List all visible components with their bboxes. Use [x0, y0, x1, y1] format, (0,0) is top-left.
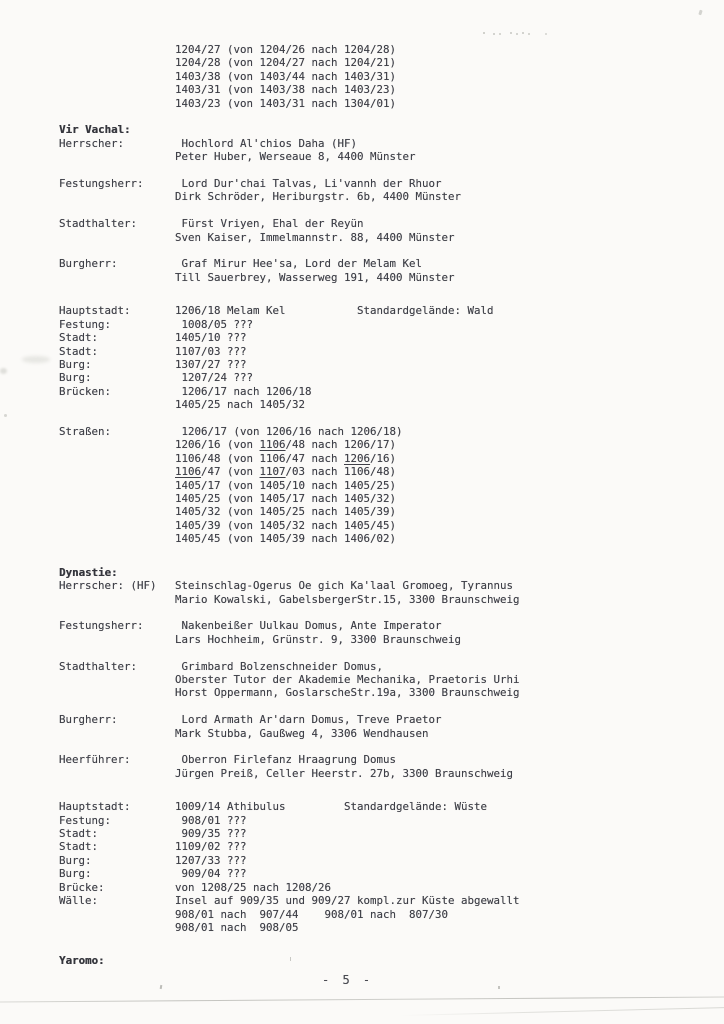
field-value: [175, 800, 487, 813]
field-row: [59, 881, 714, 894]
text-line: 1106/48 (von 1106/47 nach 1206/16): [175, 451, 397, 465]
text-line: Insel auf 909/35 und 909/27 kompl.zur Küste abgewallt: [175, 894, 520, 908]
field-value: [175, 177, 461, 204]
field-row: [59, 579, 714, 606]
text-line: 1106/47 (von 1107/03 nach 1106/48): [175, 465, 397, 479]
text-line: 908/01 ???: [175, 813, 247, 827]
text-line: 909/35 ???: [175, 827, 247, 841]
text-line: Mark Stubba, Gaußweg 4, 3306 Wendhausen: [175, 726, 429, 740]
text-line: 1009/14 Athibulus Standardgelände: Wüste: [175, 800, 488, 814]
underlined-coordinate: 1107: [259, 465, 286, 479]
text-line: 908/01 nach 908/05: [175, 920, 299, 934]
field-value: [175, 894, 520, 934]
text-line: Fürst Vriyen, Ehal der Reyün: [175, 217, 364, 231]
field-label: Burg:: [59, 371, 92, 385]
field-value: [175, 257, 455, 284]
field-label: Burg:: [59, 853, 92, 867]
field-label: Hauptstadt:: [59, 800, 131, 814]
field-label: Burgherr:: [59, 257, 118, 271]
field-row: [59, 713, 714, 740]
field-label: Stadthalter:: [59, 659, 138, 673]
text-line: 1405/25 nach 1405/32: [175, 398, 306, 412]
field-label: Straßen:: [59, 424, 112, 438]
text-line: Horst Oppermann, GoslarscheStr.19a, 3300 Braunschweig: [175, 686, 520, 700]
field-label: Stadthalter:: [59, 217, 138, 231]
text-line: 1403/23 (von 1403/31 nach 1304/01): [175, 96, 397, 110]
field-label: Hauptstadt:: [59, 304, 131, 318]
field-row: [59, 814, 714, 827]
field-label: Festungsherr:: [59, 177, 144, 191]
text-line: Jürgen Preiß, Celler Heerstr. 27b, 3300 Braunschweig: [175, 766, 514, 780]
field-label: Stadt:: [59, 344, 99, 358]
field-row: [59, 331, 714, 344]
field-value: [175, 425, 403, 546]
scan-artifact-smudge: [22, 356, 50, 363]
field-value: [175, 385, 312, 412]
field-value: [175, 43, 396, 110]
text-line: 1405/17 (von 1405/10 nach 1405/25): [175, 478, 397, 492]
field-label: Heerführer:: [59, 753, 131, 767]
field-label: Burg:: [59, 867, 92, 881]
field-value: [175, 753, 513, 780]
text-line: Mario Kowalski, GabelsbergerStr.15, 3300 Braunschweig: [175, 592, 520, 606]
text-line: Graf Mirur Hee'sa, Lord der Melam Kel: [175, 257, 423, 271]
field-label: Wälle:: [59, 894, 99, 908]
text-line: Till Sauerbrey, Wasserweg 191, 4400 Münster: [175, 270, 455, 284]
page-number: - 5 -: [322, 973, 374, 987]
field-value: [175, 358, 247, 371]
text-line: Nakenbeißer Uulkau Domus, Ante Imperator: [175, 619, 442, 633]
scan-artifact-smudge: [0, 368, 7, 374]
text-line: 1008/05 ???: [175, 317, 254, 331]
field-row: [59, 217, 714, 244]
field-label: Herrscher: (HF): [59, 579, 157, 593]
text-line: 1405/45 (von 1405/39 nach 1406/02): [175, 532, 397, 546]
scan-artifact-speck: [160, 985, 163, 989]
field-label: Herrscher:: [59, 136, 125, 150]
text-line: 1403/38 (von 1403/44 nach 1403/31): [175, 69, 397, 83]
field-label: [59, 43, 175, 56]
scan-artifact-dots: [483, 32, 485, 34]
text-line: 1307/27 ???: [175, 357, 247, 371]
field-row: [59, 753, 714, 780]
field-label: Brücke:: [59, 880, 105, 894]
text-line: 908/01 nach 907/44 908/01 nach 807/30: [175, 907, 449, 921]
text-line: 1109/02 ???: [175, 840, 247, 854]
text-line: 1206/16 (von 1106/48 nach 1206/17): [175, 438, 397, 452]
scan-artifact-diagonal-line: [400, 1007, 724, 1016]
text-line: 1206/18 Melam Kel Standardgelände: Wald: [175, 304, 494, 318]
field-value: [175, 867, 247, 880]
field-value: [175, 619, 461, 646]
field-value: [175, 371, 253, 384]
field-value: [175, 318, 253, 331]
text-line: 1403/31 (von 1403/38 nach 1403/23): [175, 83, 397, 97]
text-line: Steinschlag-Ogerus Oe gich Ka'laal Gromoeg, Tyrannus: [175, 579, 514, 593]
underlined-coordinate: 1106: [175, 465, 202, 479]
text-line: Peter Huber, Werseaue 8, 4400 Münster: [175, 150, 416, 164]
field-row: [59, 304, 714, 317]
field-value: [175, 304, 494, 317]
field-value: [175, 137, 416, 164]
field-label: Stadt:: [59, 827, 99, 841]
text-line: Dirk Schröder, Heriburgstr. 6b, 4400 Münster: [175, 190, 462, 204]
field-value: [175, 840, 247, 853]
text-line: 1206/17 (von 1206/16 nach 1206/18): [175, 424, 403, 438]
underlined-coordinate: 1206: [344, 451, 371, 465]
field-row: [59, 257, 714, 284]
field-row: [59, 43, 714, 110]
text-line: Sven Kaiser, Immelmannstr. 88, 4400 Münster: [175, 230, 455, 244]
field-row: [59, 177, 714, 204]
scan-artifact-speck: [4, 414, 7, 417]
field-row: [59, 385, 714, 412]
text-line: 1405/39 (von 1405/32 nach 1405/45): [175, 518, 397, 532]
field-row: [59, 894, 714, 934]
field-label: Stadt:: [59, 840, 99, 854]
text-line: 1405/32 (von 1405/25 nach 1405/39): [175, 505, 397, 519]
field-row: [59, 867, 714, 880]
field-row: [59, 827, 714, 840]
field-value: [175, 814, 247, 827]
text-line: 1405/10 ???: [175, 331, 247, 345]
scan-artifact-corner-mark: [698, 10, 702, 16]
scan-artifact-page-edge-line: [0, 996, 724, 1002]
text-line: 1207/24 ???: [175, 371, 254, 385]
text-line: 1204/28 (von 1204/27 nach 1204/21): [175, 56, 397, 70]
field-row: [59, 345, 714, 358]
text-line: 1207/33 ???: [175, 853, 247, 867]
section-title: Yaromo:: [59, 954, 105, 968]
field-row: [59, 137, 714, 164]
field-row: [59, 800, 714, 813]
field-row: [59, 660, 714, 700]
text-line: 1405/25 (von 1405/17 nach 1405/32): [175, 492, 397, 506]
section-title: Vir Vachal:: [59, 123, 131, 137]
scan-artifact-speck: [498, 986, 500, 989]
field-row: [59, 840, 714, 853]
field-label: Stadt:: [59, 331, 99, 345]
field-row: [59, 371, 714, 384]
text-line: Lars Hochheim, Grünstr. 9, 3300 Braunschweig: [175, 632, 462, 646]
field-label: Festungsherr:: [59, 619, 144, 633]
text-line: Oberron Firlefanz Hraagrung Domus: [175, 753, 397, 767]
field-row: [59, 619, 714, 646]
field-value: [175, 881, 331, 894]
field-label: Brücken:: [59, 384, 112, 398]
field-value: [175, 854, 247, 867]
field-row: [59, 358, 714, 371]
section-title: Dynastie:: [59, 565, 118, 579]
field-label: Festung:: [59, 317, 112, 331]
field-value: [175, 217, 455, 244]
field-row: [59, 318, 714, 331]
field-value: [175, 579, 520, 606]
text-line: Lord Dur'chai Talvas, Li'vannh der Rhuor: [175, 177, 442, 191]
field-value: [175, 331, 247, 344]
field-value: [175, 660, 520, 700]
typewritten-text: [59, 43, 714, 968]
field-row: [59, 425, 714, 546]
text-line: 1107/03 ???: [175, 344, 247, 358]
text-line: 1204/27 (von 1204/26 nach 1204/28): [175, 43, 397, 56]
text-line: Oberster Tutor der Akademie Mechanika, Praetoris Urhi: [175, 672, 520, 686]
field-label: Burg:: [59, 357, 92, 371]
field-value: [175, 827, 247, 840]
field-value: [175, 713, 442, 740]
text-line: Lord Armath Ar'darn Domus, Treve Praetor: [175, 713, 442, 727]
text-line: 1206/17 nach 1206/18: [175, 384, 312, 398]
text-line: von 1208/25 nach 1208/26: [175, 880, 332, 894]
field-label: Burgherr:: [59, 713, 118, 727]
field-row: [59, 854, 714, 867]
text-line: 909/04 ???: [175, 867, 247, 881]
text-line: Grimbard Bolzenschneider Domus,: [175, 659, 384, 673]
text-line: Hochlord Al'chios Daha (HF): [175, 136, 358, 150]
underlined-coordinate: 1106: [259, 438, 286, 452]
field-label: Festung:: [59, 813, 112, 827]
field-value: [175, 345, 247, 358]
